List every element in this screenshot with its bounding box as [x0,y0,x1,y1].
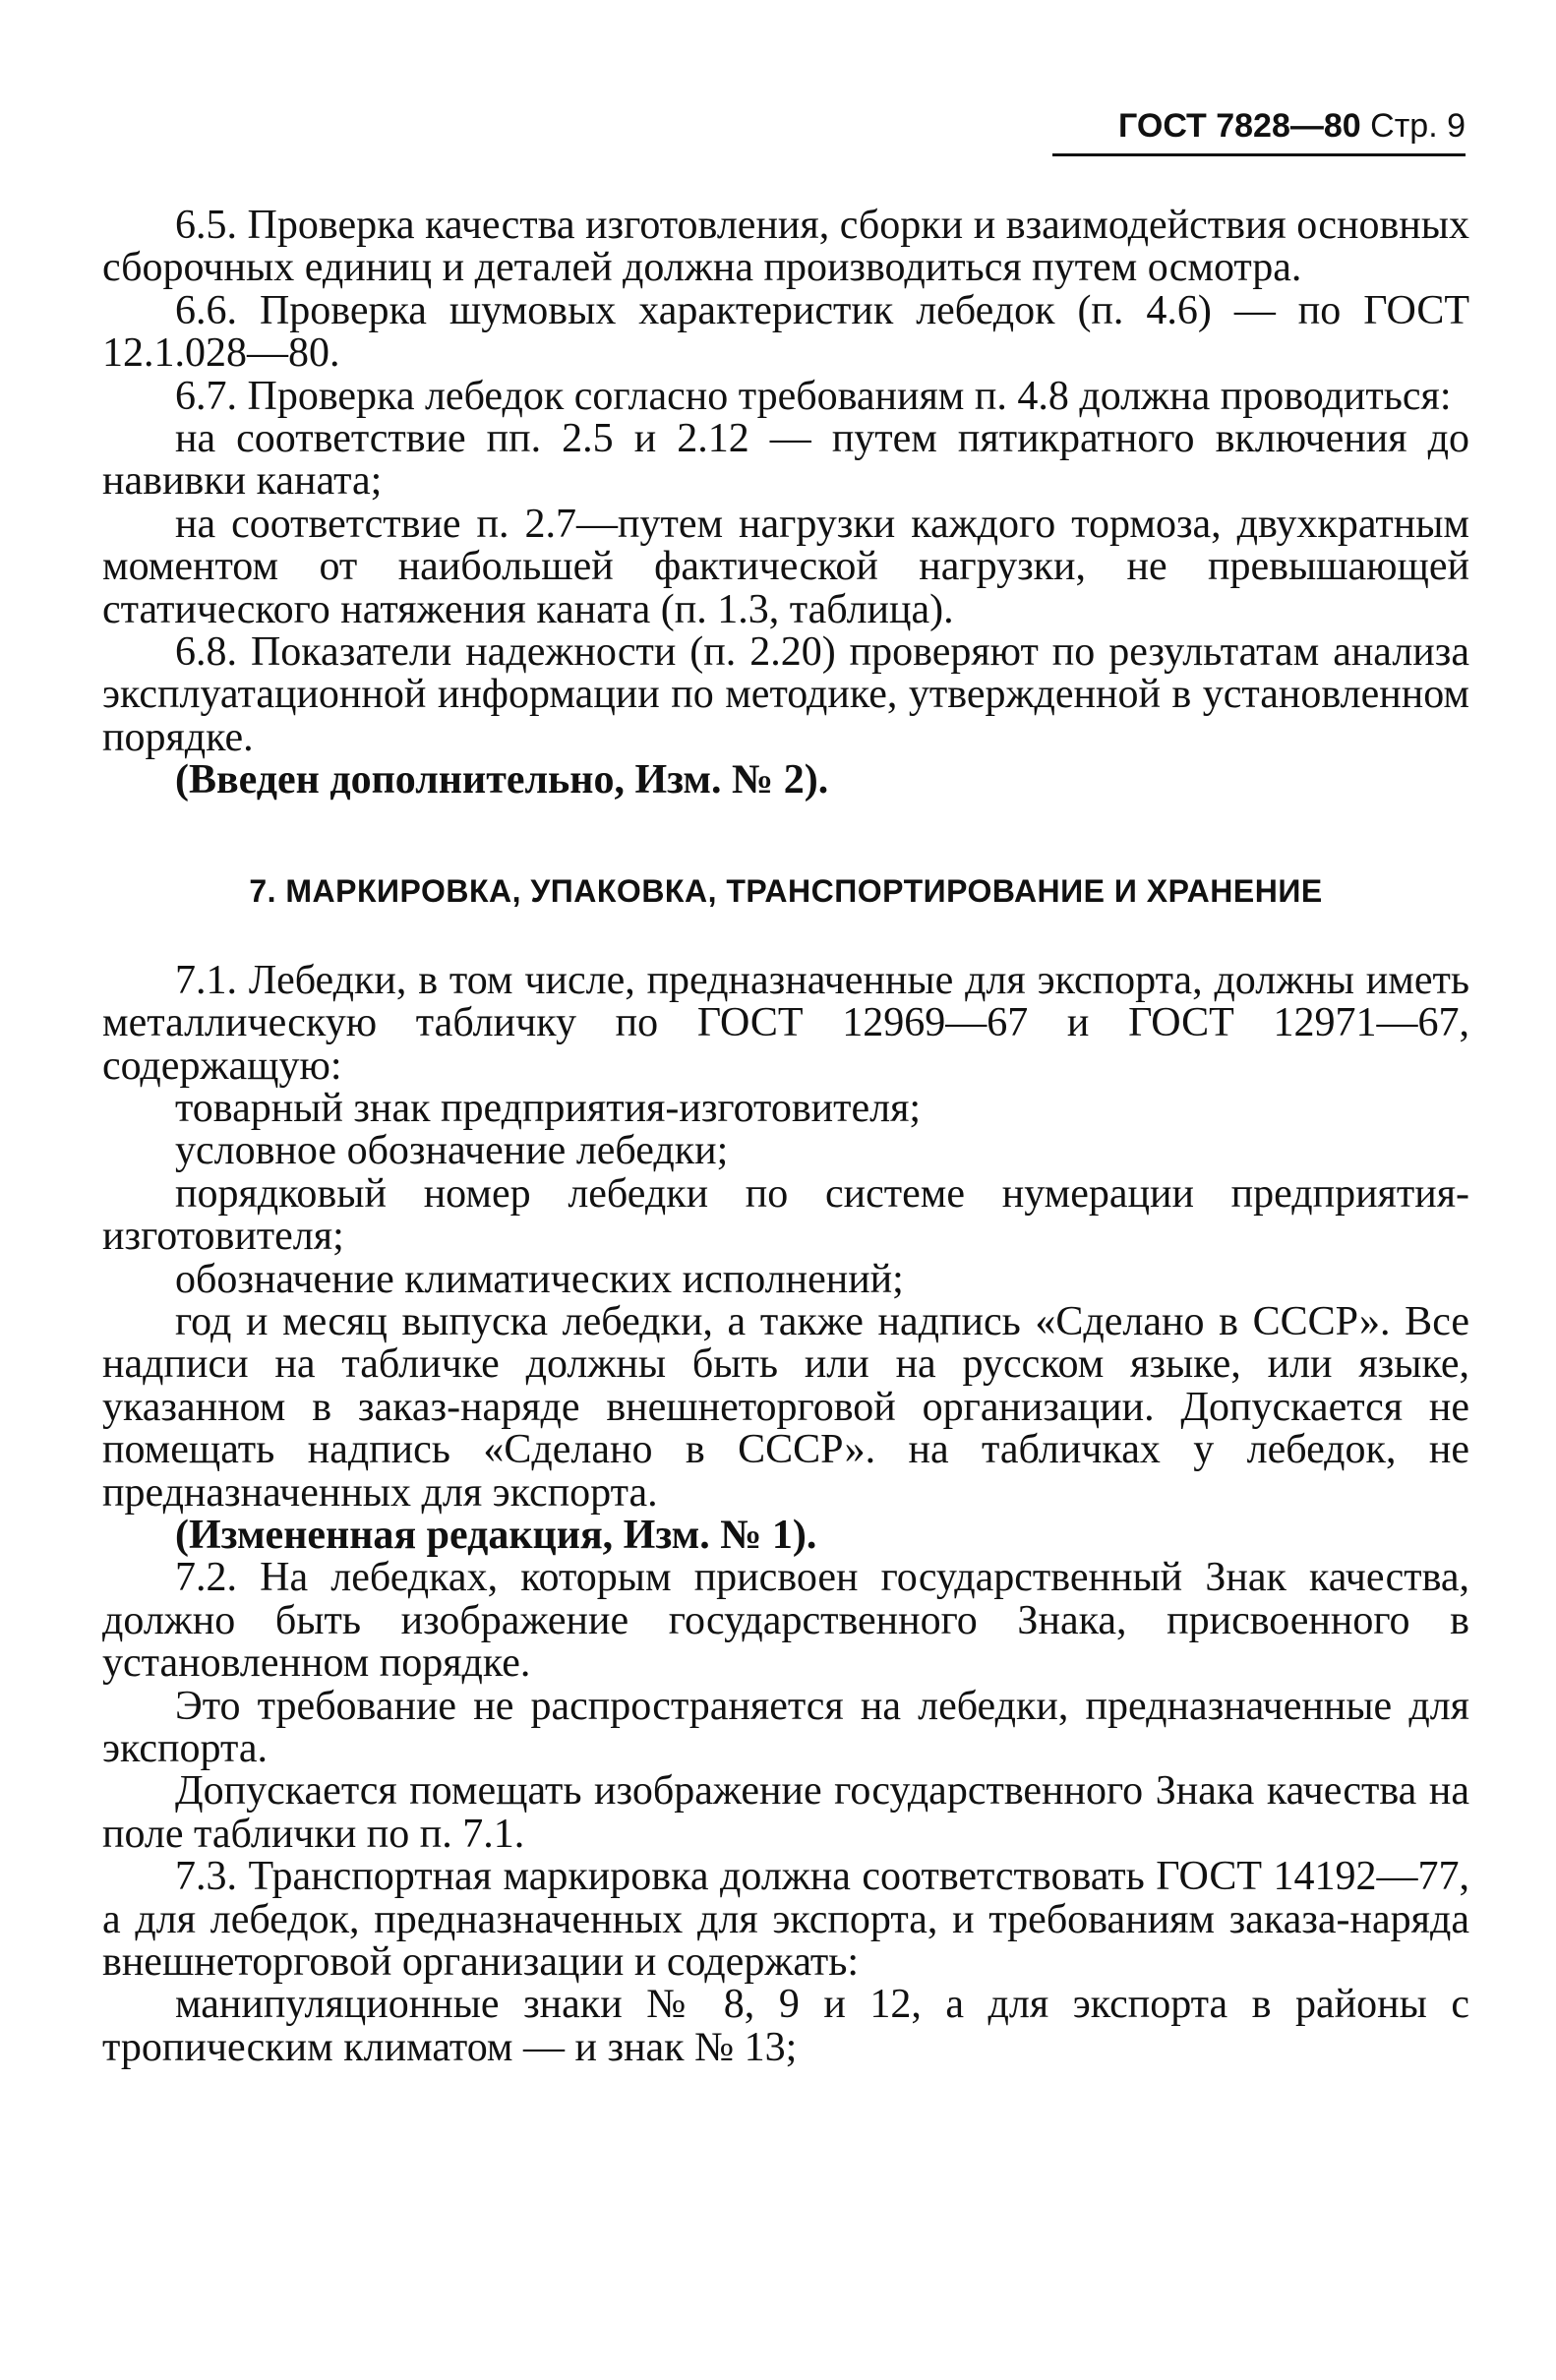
amendment-note-1: (Измененная редакция, Изм. № 1). [175,1512,817,1558]
standard-number: ГОСТ 7828—80 [1118,107,1361,145]
section-7-heading: 7. МАРКИРОВКА, УПАКОВКА, ТРАНСПОРТИРОВАНИЕ И ХРАНЕНИЕ [249,872,1323,909]
paragraph-7-3: 7.3. Транспортная маркировка должна соответствовать ГОСТ 14192—77, а для лебедок, предназначенных для экспорта, и требованиям заказа-наряда внешнеторговой организации и содержать: [102,1854,1469,1986]
paragraph-7-1-item-3: порядковый номер лебедки по системе нумерации предприятия-изготовителя; [102,1170,1469,1260]
paragraph-6-6: 6.6. Проверка шумовых характеристик лебедок (п. 4.6) — по ГОСТ 12.1.028—80. [102,287,1469,377]
paragraph-7-1-item-5: год и месяц выпуска лебедки, а также надпись «Сделано в СССР». Все надписи на табличке должны быть или на русском языке, или языке, указанном в заказ-наряде внешнеторговой организации. Допускается не помещать надпись «Сделано в СССР». на табличках у лебедок, не предназначенных для экспорта. [102,1298,1469,1516]
page-header [1052,98,1466,156]
paragraph-7-2-note-2: Допускается помещать изображение государственного Знака качества на поле таблички по п. 7.1. [102,1768,1469,1857]
document-body [102,205,1469,2069]
paragraph-7-1: 7.1. Лебедки, в том числе, предназначенные для экспорта, должны иметь металлическую табличку по ГОСТ 12969—67 и ГОСТ 12971—67, содержащую: [102,957,1469,1089]
paragraph-7-2: 7.2. На лебедках, которым присвоен государственный Знак качества, должно быть изображение государственного Знака, присвоенного в установленном порядке. [102,1555,1469,1687]
amendment-note-2: (Введен дополнительно, Изм. № 2). [175,757,829,803]
paragraph-6-7-item-1: на соответствие пп. 2.5 и 2.12 — путем пятикратного включения до навивки каната; [102,416,1469,505]
paragraph-7-1-item-1: товарный знак предприятия-изготовителя; [175,1085,922,1131]
paragraph-7-3-item-1: манипуляционные знаки № 8, 9 и 12, а для экспорта в районы с тропическим климатом — и знак № 13; [102,1982,1469,2070]
paragraph-6-8: 6.8. Показатели надежности (п. 2.20) проверяют по результатам анализа эксплуатационной информации по методике, утвержденной в установленном порядке. [102,629,1469,760]
paragraph-7-2-note-1: Это требование не распространяется на лебедки, предназначенные для экспорта. [102,1683,1469,1771]
paragraph-6-7-item-2: на соответствие п. 2.7—путем нагрузки каждого тормоза, двухкратным моментом от наибольшей фактической нагрузки, не превышающей статического натяжения каната (п. 1.3, таблица). [102,501,1469,632]
paragraph-6-7: 6.7. Проверка лебедок согласно требованиям п. 4.8 должна проводиться: [175,373,1452,419]
page-number: Стр. 9 [1370,107,1466,145]
paragraph-6-5: 6.5. Проверка качества изготовления, сборки и взаимодействия основных сборочных единиц и деталей должна производиться путем осмотра. [102,203,1469,291]
paragraph-7-1-item-4: обозначение климатических исполнений; [175,1256,904,1302]
paragraph-7-1-item-2: условное обозначение лебедки; [175,1128,729,1174]
